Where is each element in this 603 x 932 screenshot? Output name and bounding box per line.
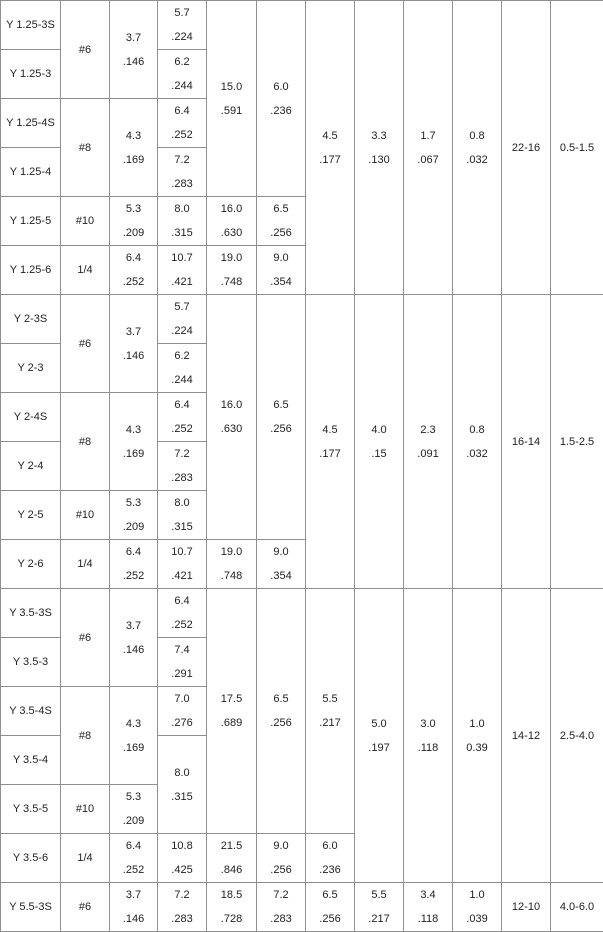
value-mm: 6.4	[110, 540, 157, 564]
value-mm: 5.5	[306, 687, 354, 711]
value-mm: 9.0	[257, 246, 305, 270]
width-cell	[158, 638, 207, 687]
model-cell: Y 3.5-4	[1, 736, 61, 785]
value-mm: 3.7	[110, 26, 157, 50]
model-cell: Y 1.25-4	[1, 148, 61, 197]
awg-range-cell: 22-16	[502, 1, 551, 295]
stud-diameter-cell	[110, 785, 158, 834]
model-cell: Y 1.25-5	[1, 197, 61, 246]
value-inch: .130	[355, 148, 403, 172]
table-row	[1, 883, 603, 932]
value-mm: 19.0	[207, 540, 256, 564]
thickness-cell	[453, 295, 502, 589]
model-cell: Y 1.25-6	[1, 246, 61, 295]
value-inch: .315	[158, 221, 206, 245]
value-mm: 7.2	[158, 883, 206, 907]
model-cell: Y 3.5-3	[1, 638, 61, 687]
value-inch: .748	[207, 564, 256, 588]
value-mm: 1.0	[453, 883, 501, 907]
model-cell: Y 2-4S	[1, 393, 61, 442]
dimension-b-cell	[306, 883, 355, 932]
value-mm: 6.5	[257, 197, 305, 221]
stud-diameter-cell	[110, 883, 158, 932]
value-inch: .315	[158, 785, 206, 809]
barrel-diameter-cell	[355, 589, 404, 883]
model-cell: Y 1.25-4S	[1, 99, 61, 148]
dimension-f-cell	[257, 197, 306, 246]
value-mm: 4.3	[110, 712, 157, 736]
barrel-diameter-cell	[355, 1, 404, 295]
value-mm: 8.0	[158, 491, 206, 515]
value-inch: .315	[158, 515, 206, 539]
width-cell	[158, 246, 207, 295]
screw-size-cell: #8	[61, 99, 110, 197]
awg-range-cell: 14-12	[502, 589, 551, 883]
stud-diameter-cell	[110, 197, 158, 246]
dimension-f-cell	[257, 1, 306, 197]
model-cell: Y 2-3	[1, 344, 61, 393]
value-inch: .091	[404, 442, 452, 466]
value-inch: .252	[110, 270, 157, 294]
value-inch: .252	[158, 417, 206, 441]
length-cell	[207, 834, 257, 883]
value-mm: 7.4	[158, 638, 206, 662]
stud-diameter-cell	[110, 393, 158, 491]
screw-size-cell: #8	[61, 393, 110, 491]
width-cell	[158, 589, 207, 638]
value-mm: 3.4	[404, 883, 452, 907]
value-mm: 5.3	[110, 785, 157, 809]
model-cell: Y 2-5	[1, 491, 61, 540]
value-mm: 5.3	[110, 491, 157, 515]
value-inch: .032	[453, 148, 501, 172]
value-inch: .244	[158, 74, 206, 98]
value-inch: .748	[207, 270, 256, 294]
value-inch: .236	[257, 99, 305, 123]
screw-size-cell: #6	[61, 589, 110, 687]
screw-size-cell: #6	[61, 883, 110, 932]
value-mm: 10.8	[158, 834, 206, 858]
value-mm: 5.0	[355, 712, 403, 736]
dimension-c-cell	[404, 589, 453, 883]
value-mm: 3.7	[110, 614, 157, 638]
value-inch: .177	[306, 148, 354, 172]
screw-size-cell: #10	[61, 197, 110, 246]
width-cell	[158, 393, 207, 442]
model-cell: Y 5.5-3S	[1, 883, 61, 932]
value-inch: .256	[257, 417, 305, 441]
model-cell: Y 3.5-4S	[1, 687, 61, 736]
value-inch: .209	[110, 221, 157, 245]
value-inch: .630	[207, 417, 256, 441]
value-inch: .283	[257, 907, 305, 931]
length-cell	[207, 246, 257, 295]
model-cell: Y 2-6	[1, 540, 61, 589]
value-mm: 5.3	[110, 197, 157, 221]
length-cell	[207, 540, 257, 589]
value-inch: .039	[453, 907, 501, 931]
value-mm: 6.4	[110, 834, 157, 858]
value-inch: .118	[404, 736, 452, 760]
value-mm: 0.8	[453, 124, 501, 148]
width-cell	[158, 687, 207, 736]
value-inch: .354	[257, 270, 305, 294]
value-inch: .146	[110, 344, 157, 368]
stud-diameter-cell	[110, 589, 158, 687]
value-mm: 7.0	[158, 687, 206, 711]
value-inch: .177	[306, 442, 354, 466]
dimension-f-cell	[257, 295, 306, 540]
value-inch: .276	[158, 711, 206, 735]
value-mm: 6.0	[257, 75, 305, 99]
value-mm: 16.0	[207, 393, 256, 417]
value-inch: .728	[207, 907, 256, 931]
awg-range-cell: 16-14	[502, 295, 551, 589]
value-mm: 6.4	[158, 99, 206, 123]
length-cell	[207, 197, 257, 246]
value-mm: 5.7	[158, 295, 206, 319]
stud-diameter-cell	[110, 99, 158, 197]
value-mm: 15.0	[207, 75, 256, 99]
value-inch: .209	[110, 809, 157, 833]
value-inch: .283	[158, 907, 206, 931]
value-mm: 4.3	[110, 124, 157, 148]
value-mm: 4.5	[306, 418, 354, 442]
value-mm: 7.2	[158, 148, 206, 172]
value-mm: 6.2	[158, 344, 206, 368]
model-cell: Y 3.5-6	[1, 834, 61, 883]
dimension-c-cell	[404, 883, 453, 932]
model-cell: Y 1.25-3	[1, 50, 61, 99]
value-inch: .236	[306, 858, 354, 882]
value-mm: 9.0	[257, 834, 305, 858]
value-inch: .146	[110, 638, 157, 662]
value-inch: .224	[158, 25, 206, 49]
screw-size-cell: 1/4	[61, 834, 110, 883]
length-cell	[207, 1, 257, 197]
barrel-diameter-cell	[355, 883, 404, 932]
value-mm: 10.7	[158, 540, 206, 564]
screw-size-cell: #6	[61, 1, 110, 99]
length-cell	[207, 883, 257, 932]
dimension-c-cell	[404, 295, 453, 589]
value-mm: 8.0	[158, 197, 206, 221]
value-inch: .421	[158, 270, 206, 294]
value-mm: 9.0	[257, 540, 305, 564]
dimension-f-cell	[257, 883, 306, 932]
width-cell	[158, 442, 207, 491]
value-inch: .209	[110, 515, 157, 539]
table-row	[1, 1, 603, 50]
value-inch: .067	[404, 148, 452, 172]
screw-size-cell: #6	[61, 295, 110, 393]
value-mm: 7.2	[257, 883, 305, 907]
value-mm: 6.5	[306, 883, 354, 907]
value-inch: .425	[158, 858, 206, 882]
value-inch: .283	[158, 172, 206, 196]
value-mm: 18.5	[207, 883, 256, 907]
table-row	[1, 589, 603, 638]
dimension-c-cell	[404, 1, 453, 295]
width-cell	[158, 197, 207, 246]
value-inch: .118	[404, 907, 452, 931]
model-cell: Y 3.5-5	[1, 785, 61, 834]
value-mm: 4.5	[306, 124, 354, 148]
stud-diameter-cell	[110, 246, 158, 295]
value-inch: .169	[110, 148, 157, 172]
value-mm: 6.2	[158, 50, 206, 74]
value-mm: 16.0	[207, 197, 256, 221]
stud-diameter-cell	[110, 540, 158, 589]
model-cell: Y 3.5-3S	[1, 589, 61, 638]
width-cell	[158, 834, 207, 883]
value-inch: .421	[158, 564, 206, 588]
stud-diameter-cell	[110, 1, 158, 99]
wire-mm2-range-cell: 0.5-1.5	[551, 1, 603, 295]
value-mm: 1.0	[453, 712, 501, 736]
value-inch: 0.39	[453, 736, 501, 760]
value-mm: 6.4	[158, 393, 206, 417]
dimension-b-cell	[306, 1, 355, 295]
spec-table-body	[1, 1, 603, 932]
length-cell	[207, 295, 257, 540]
value-mm: 7.2	[158, 442, 206, 466]
screw-size-cell: 1/4	[61, 540, 110, 589]
dimension-f-cell	[257, 540, 306, 589]
value-inch: .256	[306, 907, 354, 931]
value-mm: 4.0	[355, 418, 403, 442]
thickness-cell	[453, 589, 502, 883]
dimension-b-cell	[306, 834, 355, 883]
value-inch: .252	[110, 564, 157, 588]
value-inch: .252	[158, 123, 206, 147]
dimension-f-cell	[257, 589, 306, 834]
value-inch: .197	[355, 736, 403, 760]
value-inch: .591	[207, 99, 256, 123]
screw-size-cell: #8	[61, 687, 110, 785]
dimension-f-cell	[257, 834, 306, 883]
width-cell	[158, 344, 207, 393]
value-inch: .146	[110, 50, 157, 74]
value-inch: .244	[158, 368, 206, 392]
value-mm: 6.5	[257, 393, 305, 417]
wire-mm2-range-cell: 4.0-6.0	[551, 883, 603, 932]
value-inch: .252	[158, 613, 206, 637]
model-cell: Y 2-3S	[1, 295, 61, 344]
value-inch: .256	[257, 711, 305, 735]
wire-mm2-range-cell: 2.5-4.0	[551, 589, 603, 883]
value-inch: .146	[110, 907, 157, 931]
value-inch: .032	[453, 442, 501, 466]
width-cell	[158, 50, 207, 99]
model-cell: Y 1.25-3S	[1, 1, 61, 50]
screw-size-cell: #10	[61, 785, 110, 834]
width-cell	[158, 736, 207, 834]
value-inch: .846	[207, 858, 256, 882]
value-inch: .291	[158, 662, 206, 686]
width-cell	[158, 540, 207, 589]
value-mm: 6.0	[306, 834, 354, 858]
width-cell	[158, 148, 207, 197]
table-row	[1, 295, 603, 344]
dimension-f-cell	[257, 246, 306, 295]
stud-diameter-cell	[110, 834, 158, 883]
value-mm: 2.3	[404, 418, 452, 442]
value-mm: 8.0	[158, 761, 206, 785]
value-inch: .252	[110, 858, 157, 882]
width-cell	[158, 491, 207, 540]
value-mm: 0.8	[453, 418, 501, 442]
value-mm: 1.7	[404, 124, 452, 148]
value-mm: 6.5	[257, 687, 305, 711]
thickness-cell	[453, 1, 502, 295]
thickness-cell	[453, 883, 502, 932]
value-inch: .224	[158, 319, 206, 343]
wire-mm2-range-cell: 1.5-2.5	[551, 295, 603, 589]
width-cell	[158, 883, 207, 932]
value-inch: .630	[207, 221, 256, 245]
value-mm: 10.7	[158, 246, 206, 270]
value-inch: .256	[257, 221, 305, 245]
value-mm: 3.7	[110, 320, 157, 344]
value-mm: 19.0	[207, 246, 256, 270]
screw-size-cell: #10	[61, 491, 110, 540]
value-inch: .217	[306, 711, 354, 735]
stud-diameter-cell	[110, 687, 158, 785]
value-mm: 4.3	[110, 418, 157, 442]
value-mm: 6.4	[110, 246, 157, 270]
value-mm: 3.7	[110, 883, 157, 907]
dimension-b-cell	[306, 589, 355, 834]
value-inch: .256	[257, 858, 305, 882]
awg-range-cell: 12-10	[502, 883, 551, 932]
value-inch: .169	[110, 736, 157, 760]
value-mm: 3.0	[404, 712, 452, 736]
model-cell: Y 2-4	[1, 442, 61, 491]
value-inch: .15	[355, 442, 403, 466]
value-mm: 6.4	[158, 589, 206, 613]
value-inch: .689	[207, 711, 256, 735]
value-inch: .283	[158, 466, 206, 490]
value-inch: .354	[257, 564, 305, 588]
width-cell	[158, 295, 207, 344]
screw-size-cell: 1/4	[61, 246, 110, 295]
value-inch: .169	[110, 442, 157, 466]
value-inch: .217	[355, 907, 403, 931]
width-cell	[158, 99, 207, 148]
dimension-b-cell	[306, 295, 355, 589]
stud-diameter-cell	[110, 295, 158, 393]
value-mm: 17.5	[207, 687, 256, 711]
value-mm: 5.5	[355, 883, 403, 907]
length-cell	[207, 589, 257, 834]
value-mm: 5.7	[158, 1, 206, 25]
width-cell	[158, 1, 207, 50]
value-mm: 21.5	[207, 834, 256, 858]
barrel-diameter-cell	[355, 295, 404, 589]
value-mm: 3.3	[355, 124, 403, 148]
stud-diameter-cell	[110, 491, 158, 540]
